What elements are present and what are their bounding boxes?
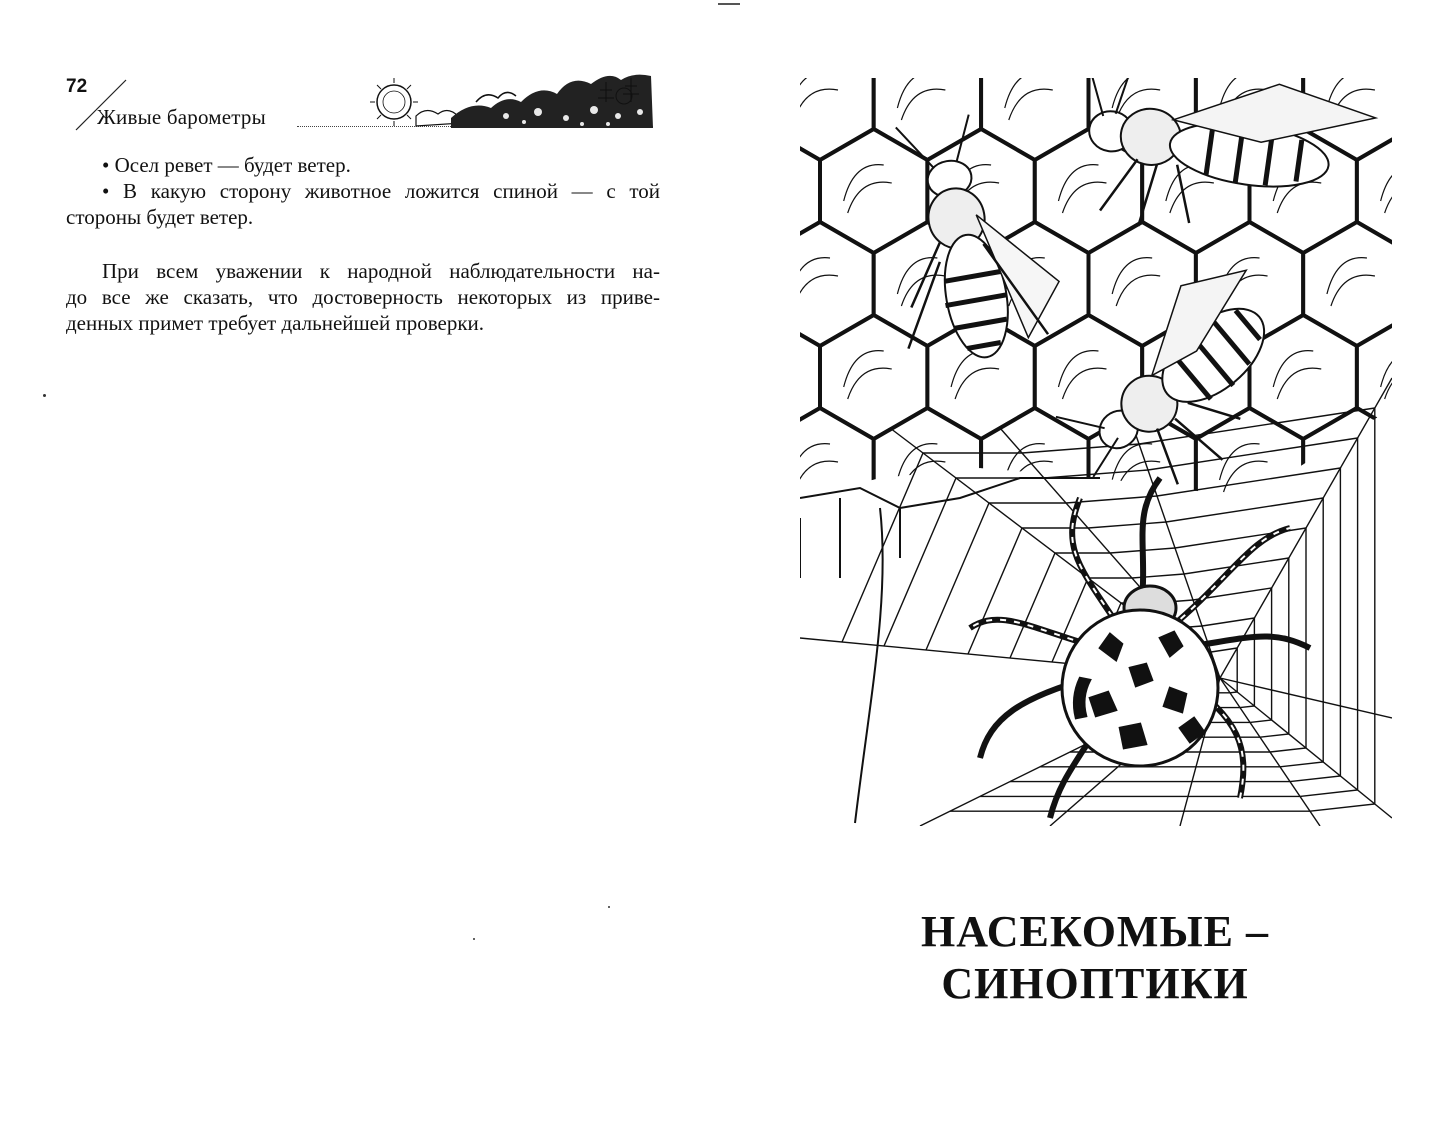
scan-mark <box>718 3 740 5</box>
scan-speck <box>43 394 46 397</box>
running-head: Живые барометры <box>97 105 266 129</box>
chapter-title <box>800 906 1390 1010</box>
chapter-title-line: НАСЕКОМЫЕ – <box>920 907 1270 956</box>
body-paragraph <box>66 258 660 336</box>
paragraph-line: денных примет требует дальнейшей проверки. <box>66 311 485 335</box>
scan-speck <box>608 906 610 908</box>
bees-on-honeycomb-and-spider-on-web-illustration <box>800 78 1392 826</box>
bullet-line: • В какую сторону животное ложится спиной — с той <box>102 179 660 203</box>
landscape-vignette-icon <box>356 72 656 132</box>
scan-speck <box>473 938 475 940</box>
paragraph-line: При всем уважении к народной наблюдательности на- <box>102 259 660 283</box>
paragraph-line: до все же сказать, что достоверность некоторых из приве- <box>66 285 660 309</box>
bullet-item <box>66 178 660 230</box>
bullet-line: стороны будет ветер. <box>66 205 254 229</box>
bullet-item: • Осел ревет — будет ветер. <box>102 153 351 177</box>
chapter-title-line: СИНОПТИКИ <box>941 959 1249 1008</box>
page-number: 72 <box>66 76 88 97</box>
